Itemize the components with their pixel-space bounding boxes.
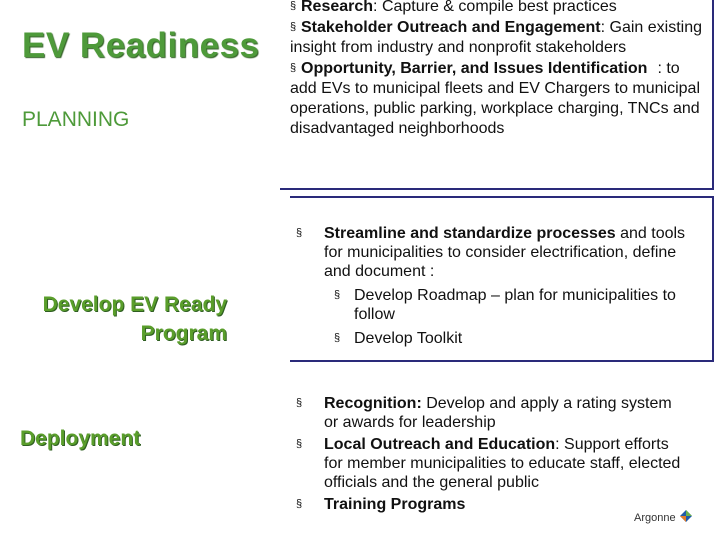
planning-list bbox=[290, 0, 710, 139]
sub-list-item: § Develop Roadmap – plan for municipalities to follow bbox=[334, 287, 676, 323]
bullet-icon: § bbox=[296, 438, 303, 450]
logo-text: Argonne bbox=[634, 512, 676, 524]
page-title: EV Readiness bbox=[22, 26, 260, 65]
list-item: § Research: Capture & compile best practices bbox=[290, 0, 710, 17]
list-item: § Local Outreach and Education: Support efforts for member municipalities to educate staff, elected officials and the general public bbox=[296, 436, 681, 491]
sub-list-item: § Develop Toolkit bbox=[334, 330, 463, 347]
develop-line-1: Develop EV Ready bbox=[42, 293, 227, 316]
logo-mark-icon bbox=[680, 510, 692, 522]
list-item: § Recognition: Develop and apply a rating system or awards for leadership bbox=[296, 395, 672, 431]
bullet-icon: § bbox=[290, 0, 297, 12]
planning-label: PLANNING bbox=[22, 108, 130, 131]
argonne-logo bbox=[628, 505, 694, 533]
bullet-icon: § bbox=[334, 289, 341, 301]
bullet-icon: § bbox=[290, 62, 297, 74]
bullet-icon: § bbox=[296, 498, 303, 510]
bullet-icon: § bbox=[296, 397, 303, 409]
list-item: § Opportunity, Barrier, and Issues Identification : to add EVs to municipal fleets and EV Chargers to municipal operations, public parking, workplace charging, TNCs and disadvantaged neighborhoods bbox=[290, 60, 700, 137]
develop-program-label bbox=[20, 290, 227, 348]
list-item: § Stakeholder Outreach and Engagement: Gain existing insight from industry and nonprofit stakeholders bbox=[290, 19, 703, 56]
bullet-icon: § bbox=[290, 21, 297, 33]
develop-list bbox=[296, 224, 704, 348]
deployment-list bbox=[296, 394, 688, 514]
deployment-label: Deployment bbox=[20, 427, 141, 450]
develop-line-2: Program bbox=[140, 322, 227, 345]
bullet-icon: § bbox=[334, 332, 341, 344]
bullet-icon: § bbox=[296, 227, 303, 239]
list-item: § Training Programs bbox=[296, 496, 466, 513]
list-item: § Streamline and standardize processes and tools for municipalities to consider electrification, define and document : bbox=[296, 225, 686, 280]
